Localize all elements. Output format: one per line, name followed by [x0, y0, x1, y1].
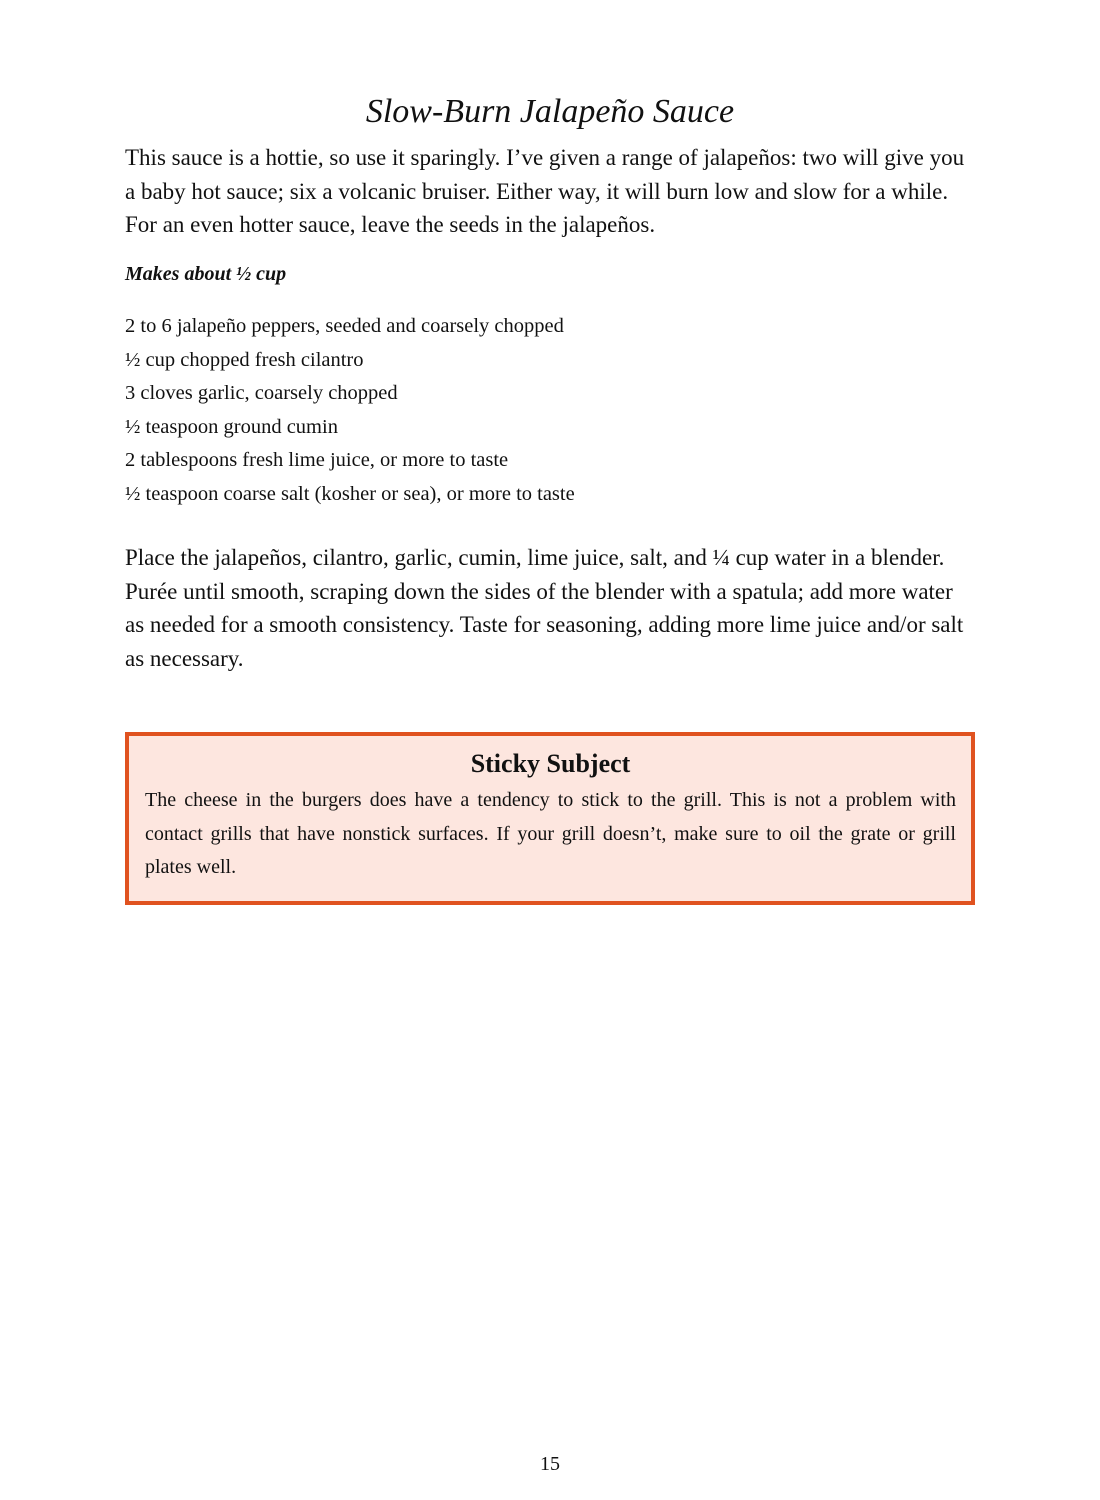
- ingredient-item: ½ teaspoon ground cumin: [125, 415, 338, 438]
- ingredient-item: ½ cup chopped fresh cilantro: [125, 348, 364, 371]
- ingredient-item: ½ teaspoon coarse salt (kosher or sea), or more to taste: [125, 482, 575, 505]
- page: [125, 0, 975, 1500]
- recipe-intro: This sauce is a hottie, so use it sparingly. I’ve given a range of jalapeños: two will give you a baby hot sauce; six a volcanic bruiser. Either way, it will burn low and slow for a while. For an even hotter sauce, leave the seeds in the jalapeños.: [125, 145, 965, 237]
- ingredient-item: 2 tablespoons fresh lime juice, or more to taste: [125, 449, 509, 471]
- ingredient-list: [125, 310, 575, 511]
- ingredient-item: 3 cloves garlic, coarsely chopped: [125, 382, 398, 404]
- recipe-yield: Makes about ½ cup: [125, 263, 287, 285]
- sidebar-body: The cheese in the burgers does have a tendency to stick to the grill. This is not a problem with contact grills that have nonstick surfaces. If your grill doesn’t, make sure to oil the grate or grill plates well.: [145, 789, 956, 878]
- recipe-method: Place the jalapeños, cilantro, garlic, cumin, lime juice, salt, and ¼ cup water in a blender. Purée until smooth, scraping down the sides of the blender with a spatula; add more water as needed for a smooth consistency. Taste for seasoning, adding more lime juice and/or salt as necessary.: [125, 545, 964, 671]
- page-number: 15: [540, 1453, 560, 1475]
- sidebar-title: Sticky Subject: [470, 749, 631, 778]
- ingredient-item: 2 to 6 jalapeño peppers, seeded and coarsely chopped: [125, 315, 564, 337]
- recipe-title: Slow-Burn Jalapeño Sauce: [365, 93, 735, 130]
- sidebar-box: [125, 732, 975, 905]
